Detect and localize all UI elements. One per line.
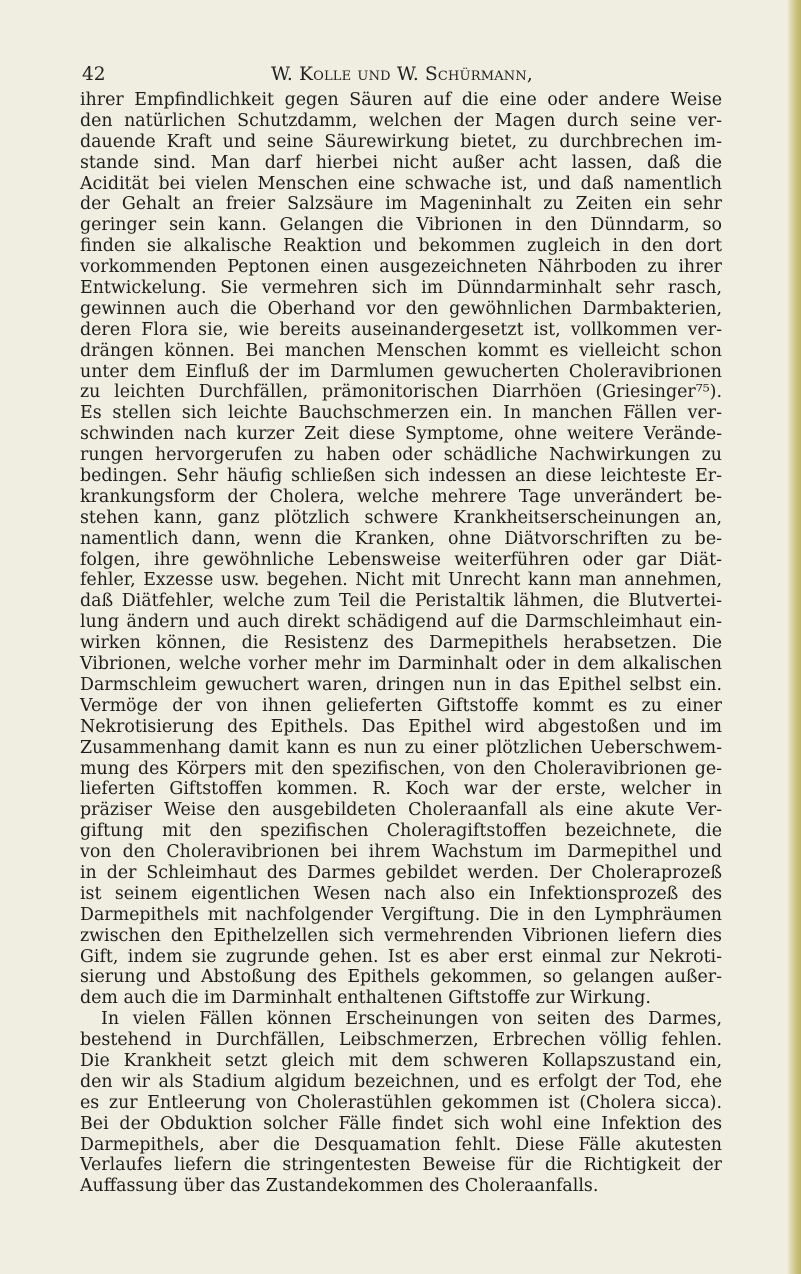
text-line: unter dem Einfluß der im Darmlumen gewucherten Choleravibrionen (80, 361, 722, 382)
text-line: Darmepithels, aber die Desquamation fehlt. Diese Fälle akutesten (80, 1134, 722, 1155)
text-line: ist seinem eigentlichen Wesen nach also ein Infektionsprozeß des (80, 883, 722, 904)
text-line: Darmepithels mit nachfolgender Vergiftung. Die in den Lymphräumen (80, 904, 722, 925)
text-line: giftung mit den spezifischen Choleragiftstoffen bezeichnete, die (80, 821, 722, 842)
text-line: bestehend in Durchfällen, Leibschmerzen, Erbrechen völlig fehlen. (80, 1030, 722, 1051)
text-line: Bei der Obduktion solcher Fälle findet sich wohl eine Infektion des (80, 1113, 722, 1134)
text-line: wirken können, die Resistenz des Darmepithels herabsetzen. Die (80, 633, 722, 654)
body-text (80, 90, 722, 1197)
text-line: rungen hervorgerufen zu haben oder schädliche Nachwirkungen zu (80, 445, 722, 466)
text-line: deren Flora sie, wie bereits auseinandergesetzt ist, vollkommen ver- (80, 319, 722, 340)
text-line: es zur Entleerung von Cholerastühlen gekommen ist (Cholera sicca). (80, 1092, 722, 1113)
text-line: sierung und Abstoßung des Epithels gekommen, so gelangen außer- (80, 967, 722, 988)
text-line: folgen, ihre gewöhnliche Lebensweise weiterführen oder gar Diät- (80, 549, 722, 570)
text-line: lung ändern und auch direkt schädigend auf die Darmschleimhaut ein- (80, 612, 722, 633)
text-line: Acidität bei vielen Menschen eine schwache ist, und daß namentlich (80, 173, 722, 194)
text-line: Auffassung über das Zustandekommen des Choleraanfalls. (80, 1176, 599, 1197)
text-line: finden sie alkalische Reaktion und bekommen zugleich in den dort (80, 236, 722, 257)
text-line: Gift, indem sie zugrunde gehen. Ist es aber erst einmal zur Nekroti- (80, 946, 722, 967)
text-line: daß Diätfehler, welche zum Teil die Peristaltik lähmen, die Blutvertei- (80, 591, 722, 612)
text-line: zu leichten Durchfällen, prämonitorischen Diarrhöen (Griesinger⁷⁵). (80, 382, 722, 403)
text-line: gewinnen auch die Oberhand vor den gewöhnlichen Darmbakterien, (80, 298, 722, 319)
text-line: Es stellen sich leichte Bauchschmerzen ein. In manchen Fällen ver- (80, 403, 722, 424)
text-line: den natürlichen Schutzdamm, welchen der Magen durch seine ver- (80, 110, 722, 131)
text-line: stehen kann, ganz plötzlich schwere Krankheitserscheinungen an, (80, 507, 722, 528)
text-line: Zusammenhang damit kann es nun zu einer plötzlichen Ueberschwem- (80, 737, 722, 758)
text-line: Vibrionen, welche vorher mehr im Darminhalt oder in dem alkalischen (80, 654, 722, 675)
text-line: Darmschleim gewuchert waren, dringen nun in das Epithel selbst ein. (80, 674, 722, 695)
text-line: fehler, Exzesse usw. begehen. Nicht mit Unrecht kann man annehmen, (80, 570, 722, 591)
page-number: 42 (82, 64, 106, 85)
page-header (82, 64, 722, 86)
text-line: der Gehalt an freier Salzsäure im Mageninhalt zu Zeiten ein sehr (80, 194, 722, 215)
text-line: schwinden nach kurzer Zeit diese Symptome, ohne weitere Verände- (80, 424, 722, 445)
running-head: W. Kolle und W. Schürmann, (270, 64, 534, 85)
text-line: geringer sein kann. Gelangen die Vibrionen in den Dünndarm, so (80, 215, 722, 236)
page-edge (787, 0, 801, 1274)
text-line: krankungsform der Cholera, welche mehrere Tage unverändert be- (80, 486, 722, 507)
text-line: stande sind. Man darf hierbei nicht außer acht lassen, daß die (80, 152, 722, 173)
text-line: dem auch die im Darminhalt enthaltenen Giftstoffe zur Wirkung. (80, 988, 651, 1009)
text-line: drängen können. Bei manchen Menschen kommt es vielleicht schon (80, 340, 722, 361)
text-line: von den Choleravibrionen bei ihrem Wachstum im Darmepithel und (80, 842, 722, 863)
text-line: Verlaufes liefern die stringentesten Beweise für die Richtigkeit der (80, 1155, 722, 1176)
text-line: dauende Kraft und seine Säurewirkung bietet, zu durchbrechen im- (80, 131, 722, 152)
text-line: in der Schleimhaut des Darmes gebildet werden. Der Choleraprozeß (80, 862, 722, 883)
text-line: namentlich dann, wenn die Kranken, ohne Diätvorschriften zu be- (80, 528, 722, 549)
text-line: präziser Weise den ausgebildeten Choleraanfall als eine akute Ver- (80, 800, 722, 821)
text-line: bedingen. Sehr häufig schließen sich indessen an diese leichteste Er- (80, 466, 722, 487)
text-line: vorkommenden Peptonen einen ausgezeichneten Nährboden zu ihrer (80, 257, 722, 278)
text-line: Entwickelung. Sie vermehren sich im Dünndarminhalt sehr rasch, (80, 278, 722, 299)
text-line: Die Krankheit setzt gleich mit dem schweren Kollapszustand ein, (80, 1050, 722, 1071)
text-line: Nekrotisierung des Epithels. Das Epithel wird abgestoßen und im (80, 716, 722, 737)
text-line: zwischen den Epithelzellen sich vermehrenden Vibrionen liefern dies (80, 925, 722, 946)
text-line: In vielen Fällen können Erscheinungen von seiten des Darmes, (101, 1009, 722, 1030)
text-line: mung des Körpers mit den spezifischen, von den Choleravibrionen ge- (80, 758, 722, 779)
text-line: den wir als Stadium algidum bezeichnen, und es erfolgt der Tod, ehe (80, 1071, 722, 1092)
text-line: lieferten Giftstoffen kommen. R. Koch war der erste, welcher in (80, 779, 722, 800)
text-line: Vermöge der von ihnen gelieferten Giftstoffe kommt es zu einer (80, 695, 722, 716)
text-line: ihrer Empfindlichkeit gegen Säuren auf die eine oder andere Weise (80, 90, 722, 110)
